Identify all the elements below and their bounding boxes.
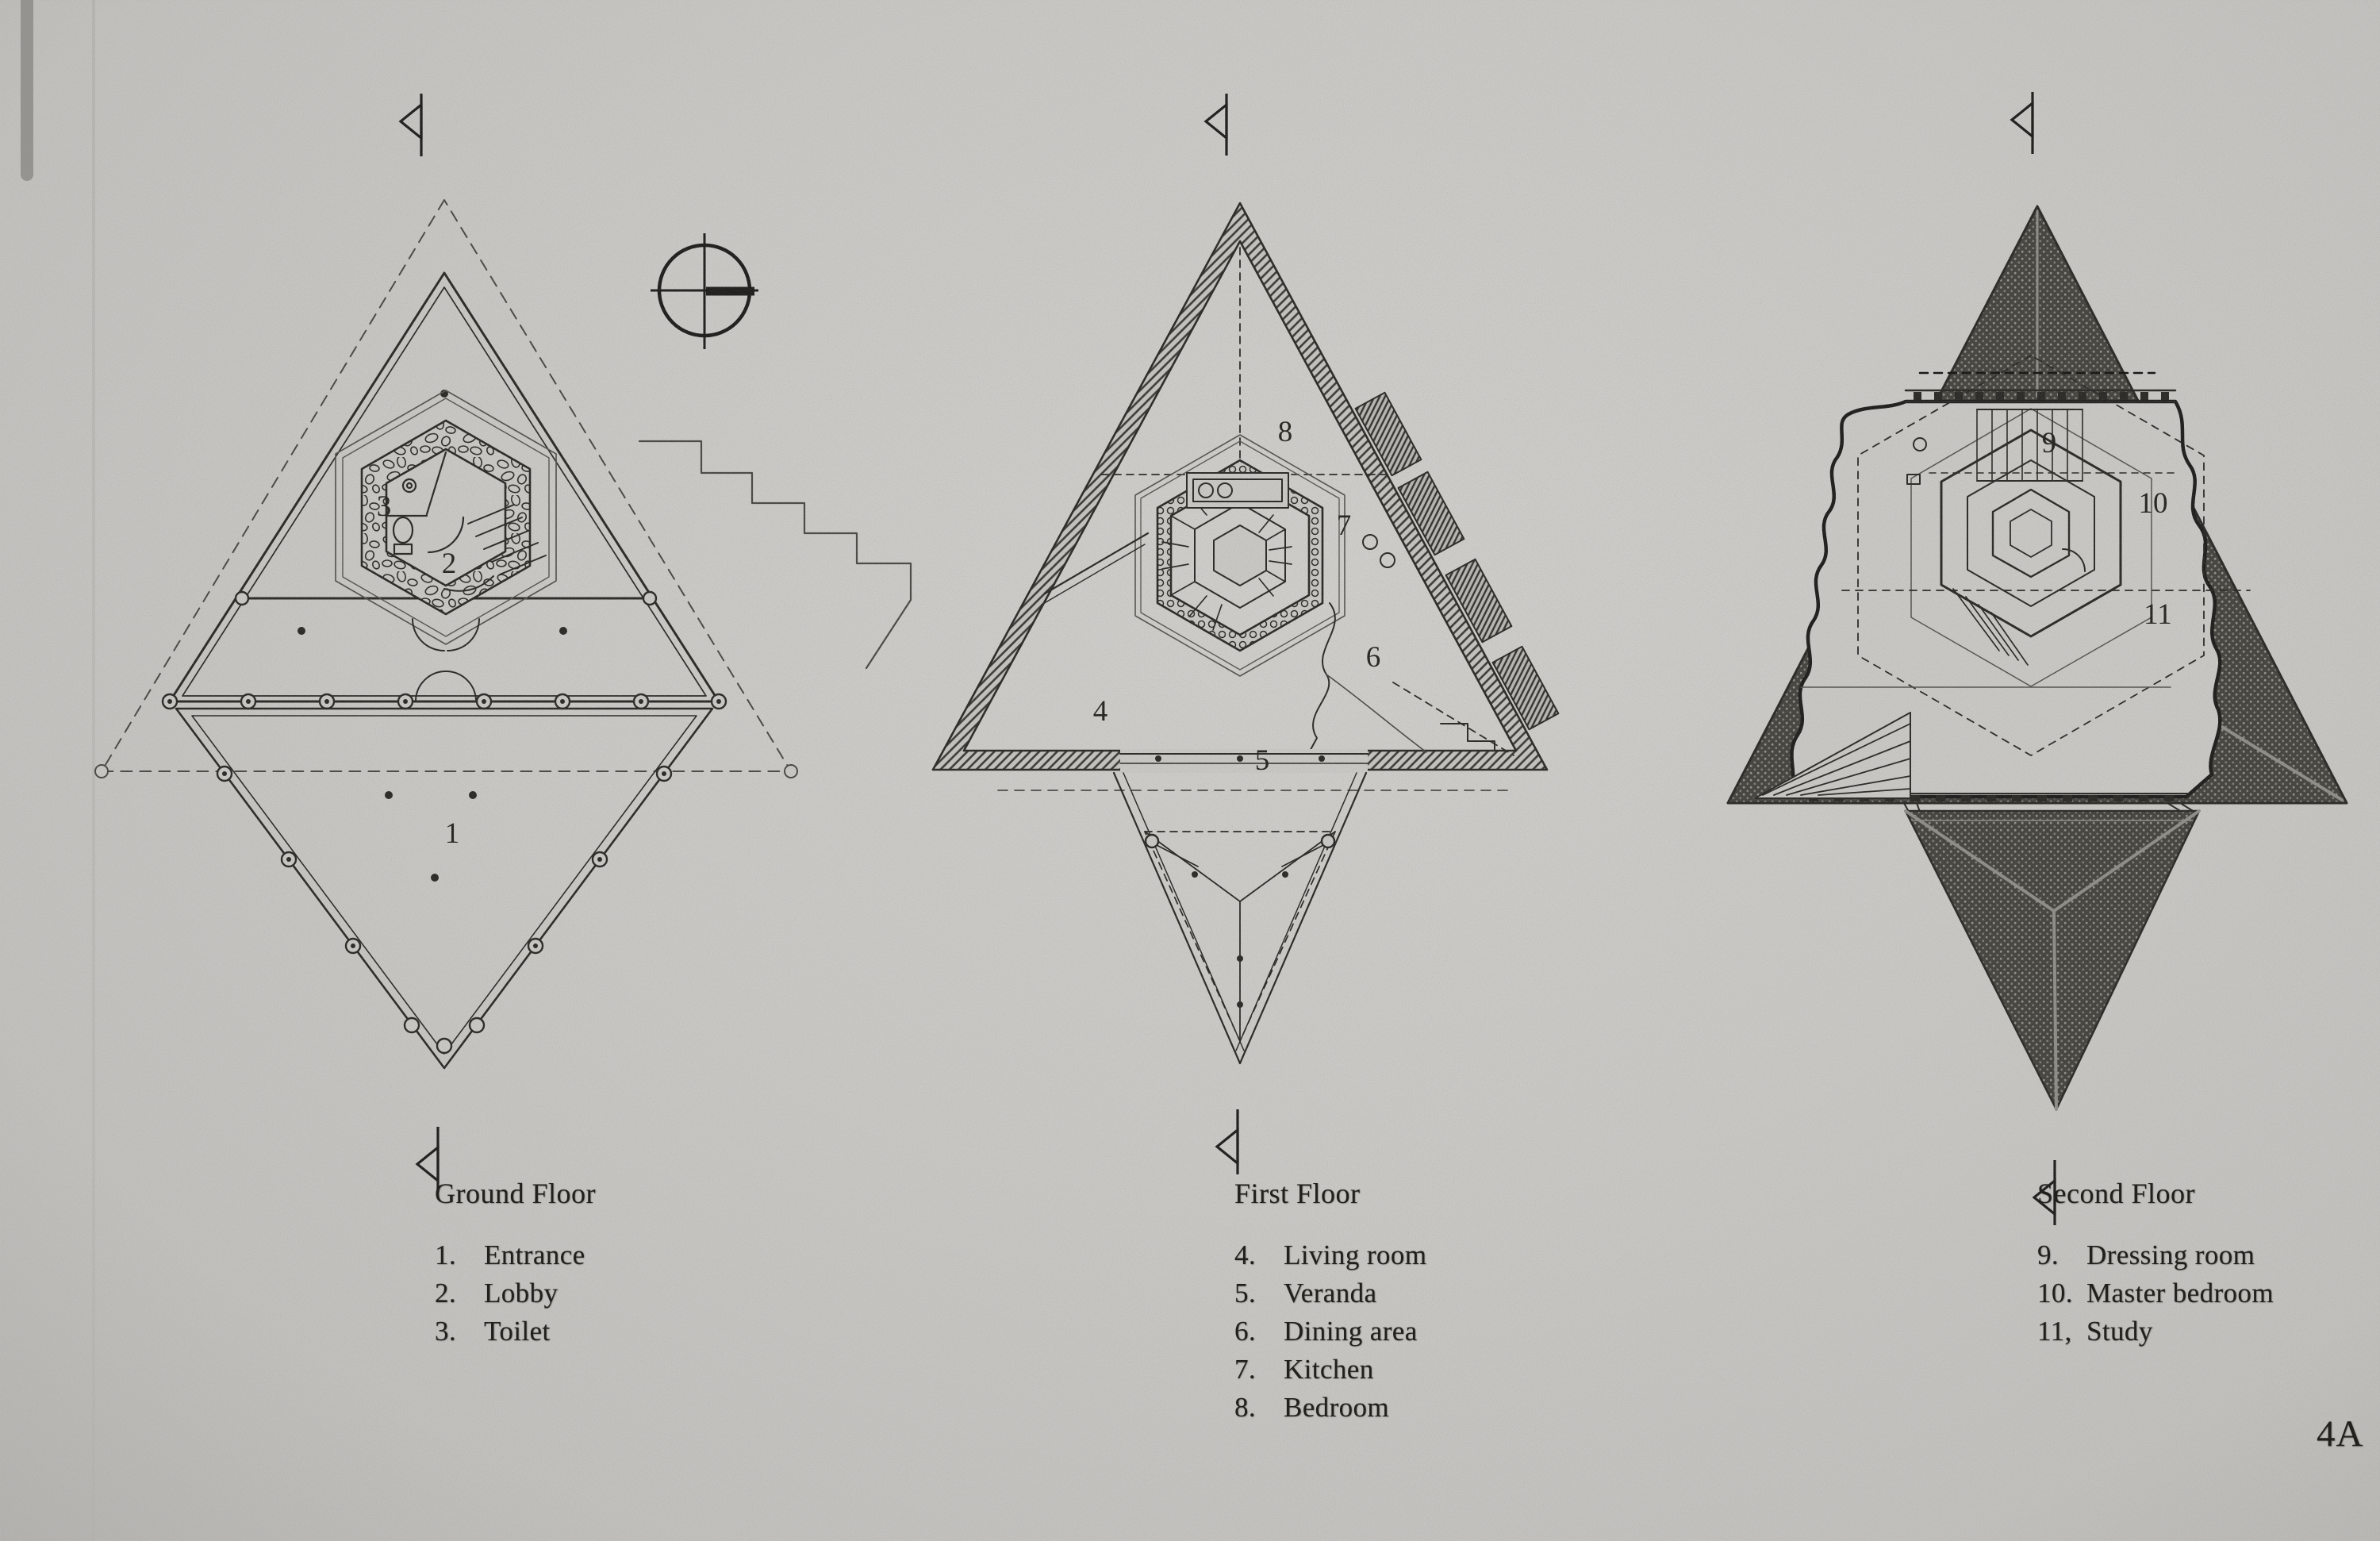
- legend-second-floor: [2037, 1176, 2380, 1351]
- legend-item-label: Master bedroom: [2086, 1278, 2274, 1309]
- legend-item-label: Lobby: [484, 1278, 559, 1309]
- legend-item-label: Veranda: [1284, 1278, 1377, 1309]
- legend-item-number: 10.: [2037, 1278, 2073, 1309]
- legend-item-label: Dressing room: [2086, 1239, 2255, 1270]
- legend-item: [435, 1236, 800, 1274]
- legend-item-label: Entrance: [484, 1239, 585, 1270]
- legend-item-number: 1.: [435, 1239, 457, 1270]
- legend-item-label: Bedroom: [1284, 1392, 1390, 1423]
- legend-item: [2037, 1312, 2380, 1351]
- legend-item-number: 8.: [1234, 1392, 1257, 1423]
- legend-item: [1234, 1351, 1599, 1389]
- legend-item: [1234, 1274, 1599, 1312]
- legend-item-label: Study: [2086, 1316, 2153, 1347]
- legend-items: [435, 1236, 800, 1351]
- legend-item-label: Kitchen: [1284, 1354, 1374, 1385]
- legend-title: First Floor: [1234, 1178, 1361, 1209]
- legend-item-number: 7.: [1234, 1354, 1257, 1385]
- legend-title: Second Floor: [2037, 1178, 2195, 1209]
- legend-item: [1234, 1312, 1599, 1351]
- legend-item-number: 3.: [435, 1316, 457, 1347]
- legend-items: [1234, 1236, 1599, 1427]
- legend-item-label: Living room: [1284, 1239, 1427, 1270]
- legend-item-label: Toilet: [484, 1316, 551, 1347]
- legend-item: [2037, 1236, 2380, 1274]
- legend-item-number: 11,: [2037, 1316, 2072, 1347]
- legend-item: [1234, 1389, 1599, 1427]
- legend-items: [2037, 1236, 2380, 1351]
- legend-item-label: Dining area: [1284, 1316, 1418, 1347]
- legend-item: [1234, 1236, 1599, 1274]
- legend-item-number: 4.: [1234, 1239, 1257, 1270]
- legend-ground-floor: [435, 1176, 800, 1351]
- legend-item: [435, 1274, 800, 1312]
- sheet-number: 4A: [2317, 1413, 2364, 1455]
- legend-item-number: 2.: [435, 1278, 457, 1309]
- legend-item: [435, 1312, 800, 1351]
- legend-item-number: 5.: [1234, 1278, 1257, 1309]
- legend-first-floor: [1234, 1176, 1599, 1427]
- legend-item-number: 6.: [1234, 1316, 1257, 1347]
- legend-title: Ground Floor: [435, 1178, 596, 1209]
- legend-item-number: 9.: [2037, 1239, 2059, 1270]
- legend-item: [2037, 1274, 2380, 1312]
